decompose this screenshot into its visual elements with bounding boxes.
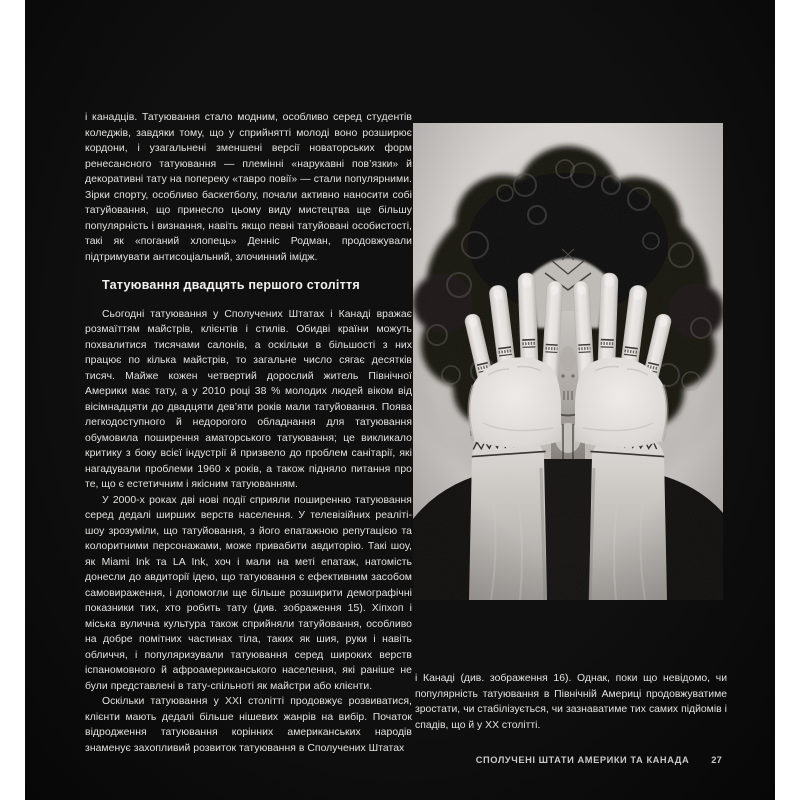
portrait-photo-image: [413, 123, 723, 600]
photo-grain: [413, 123, 723, 600]
running-title: СПОЛУЧЕНІ ШТАТИ АМЕРИКИ ТА КАНАДА: [475, 755, 690, 765]
paragraph-2: Сьогодні татуювання у Сполучених Штатах і Канаді вражає розмаїттям майстрів, клієнтів і стилів. Обидві країни можуть похвалитися тисячами салонів, а оскільки в більшості з них працює по кілька майстрів, то загальне число сягає десятків тисяч. Майже кожен четвертий дорослий житель Північної Америки має тату, а у 2010 році 38 % молодих людей віком від вісімнадцяти до двадцяти дев’яти років мали татуйовання. Поява легкодоступного й недорогого обладнання для татуювання обумовила поширення аматорського татуювання; це викликало критику з боку всієї індустрії й призвело до проблем санітарії, які нагадували проблеми 1960 х років, а також підняло питання про те, що є естетичним і якісним татуюванням.: [85, 308, 412, 490]
continuation-paragraph: і Канаді (див. зображення 16). Однак, поки що невідомо, чи популярність татуювання в Північній Америці продовжуватиме зростати, чи стабілізується, чи зазнаватиме тих самих підйомів і спадів, що й у XX столітті.: [415, 673, 727, 731]
page-number: 27: [711, 755, 722, 765]
paragraph-3: У 2000-х роках дві нові події сприяли поширенню татуювання серед дедалі ширших верств населення. У телевізійних реаліті-шоу зрозуміли, що татуйовання, з його епатажною репутацією та колоритними персонажами, може привабити авдиторію. Такі шоу, як Miami Ink та LA Ink, хоч і мали на меті епатаж, натомість донесли до авдиторії ідею, що татуювання є ефективним засобом самовираження, і допомогли ще більше розширити демографічні показники тих, хто робить тату (див. зображення 15). Хіпхоп і міська вулична культура також сприйняли татуйовання, особливо на добре помітних частинах тіла, таких як шия, руки і навіть обличчя, і популяризували татуювання серед широких верств іспаномовного й афроамериканського населення, які раніше не були представлені в тату-спільноті як майстри або клієнти.: [85, 494, 412, 692]
portrait-photo: [413, 123, 723, 600]
section-heading: Татуювання двадцять першого століття: [102, 278, 360, 292]
paragraph-1: і канадців. Татуювання стало модним, особливо серед студентів коледжів, завдяки тому, що у сприйнятті молоді воно розширює кордони, і узагальнені зменшені версії новаторських форм ренесансного татуювання — племінні «нарукавні пов’язки» й декоративні тату на попереку «тавро повії» — стали популярними. Зірки спорту, особливо баскетболу, почали активно наносити собі татуйовання, що принесло цьому виду мистецтва ще більшу популярність і визнання, навіть якщо певні татуйовані особистості, такі як «поганий хлопець» Денніс Родман, продовжували підтримувати антисоціальний, злочинний імідж.: [85, 112, 412, 263]
book-page: [25, 0, 775, 800]
page-footer: [476, 755, 722, 765]
paragraph-4: Оскільки татуювання у XXІ столітті продовжує розвиватися, клієнти мають дедалі більше нішевих жанрів на вибір. Початок відродження татуювання корінних американських народів знаменує захопливий розвиток татуювання в Сполучених Штатах: [85, 696, 412, 754]
body-text-column: [85, 110, 412, 756]
